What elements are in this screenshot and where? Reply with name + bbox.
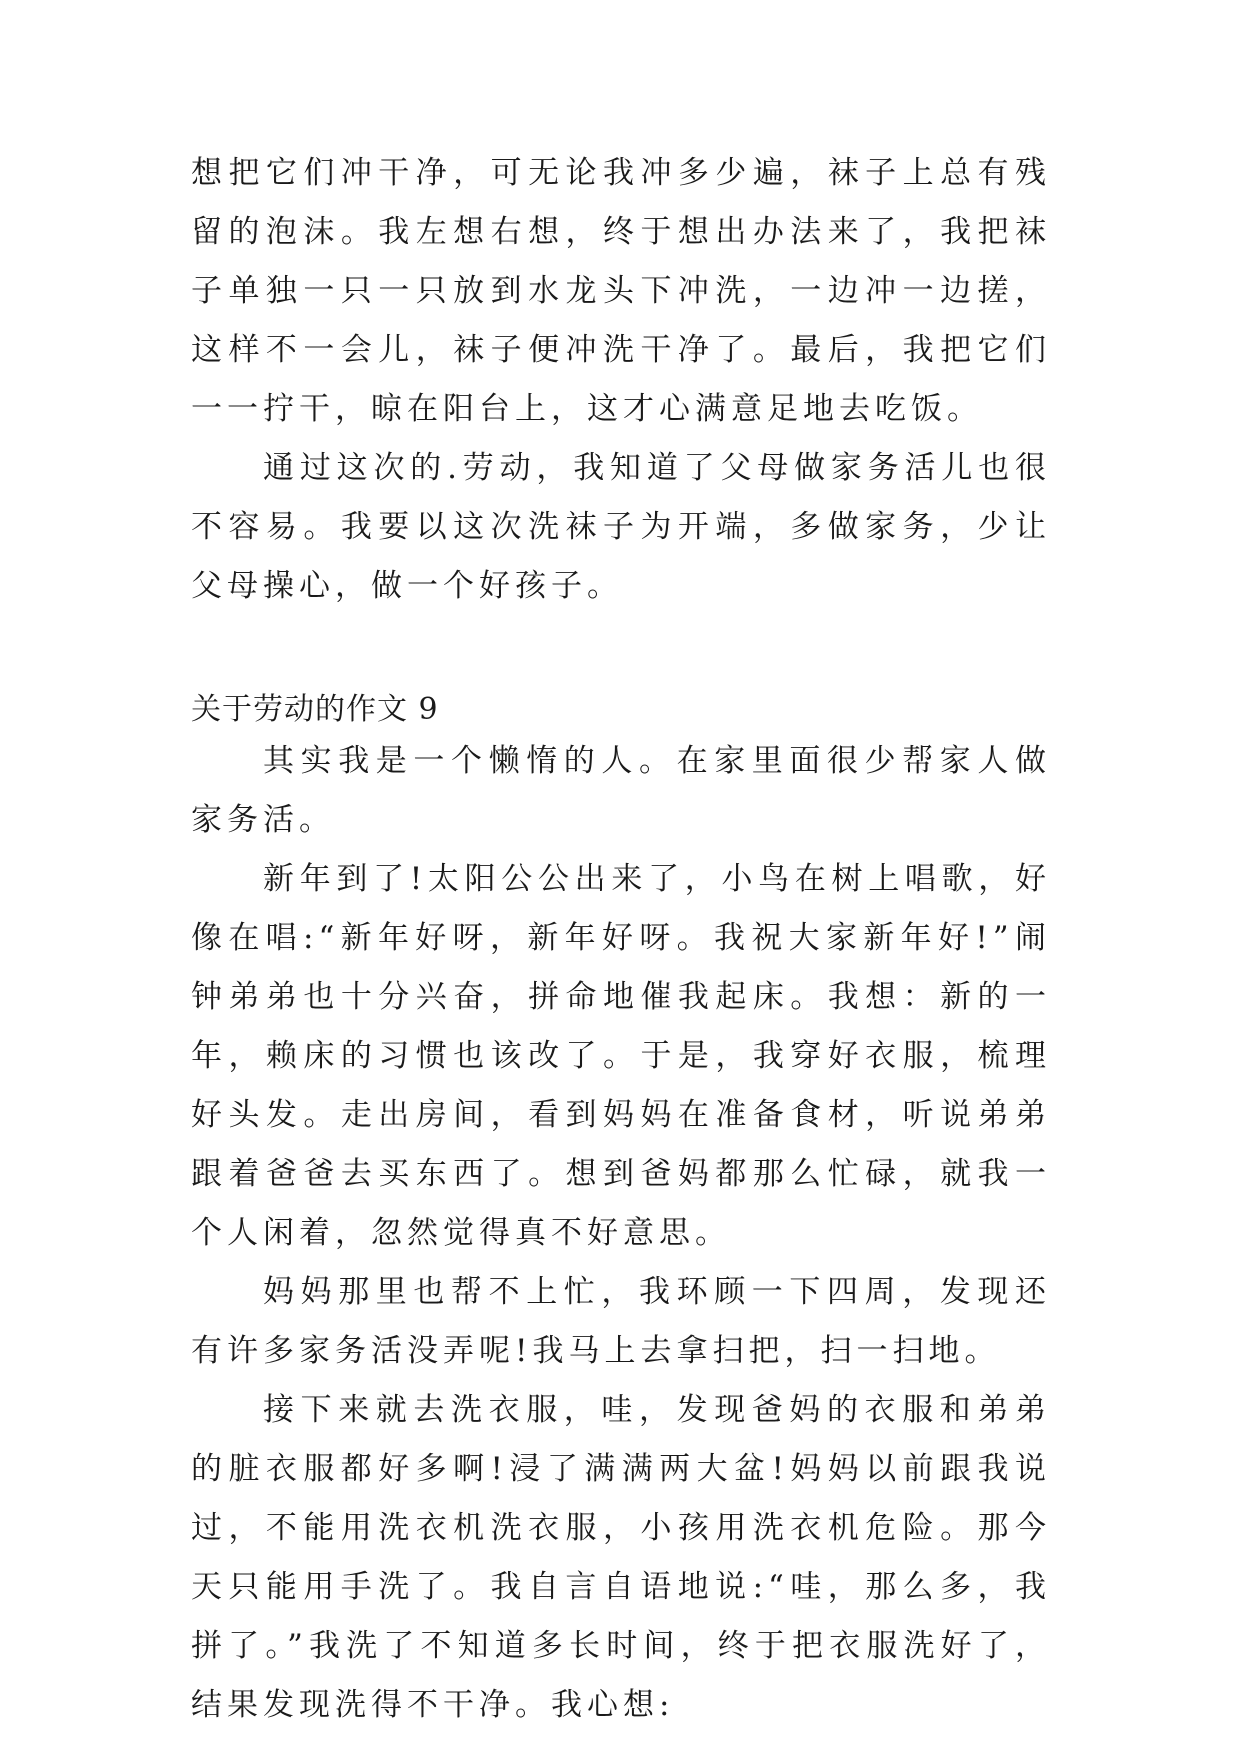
paragraph-laundry: 接下来就去洗衣服，哇，发现爸妈的衣服和弟弟的脏衣服都好多啊!浸了满满两大盆!妈妈以前跟我说过，不能用洗衣机洗衣服，小孩用洗衣机危险。那今天只能用手洗了。我自言自语地说:“哇，那么多，我拼了。”我洗了不知道多长时间，终于把衣服洗好了，结果发现洗得不干净。我心想: — [191, 1392, 1051, 1723]
essay-body — [191, 732, 1051, 1735]
paragraph-intro: 其实我是一个懒惰的人。在家里面很少帮家人做家务活。 — [191, 743, 1051, 838]
paragraph-sweeping: 妈妈那里也帮不上忙，我环顾一下四周，发现还有许多家务活没弄呢!我马上去拿扫把，扫一扫地。 — [191, 1274, 1051, 1369]
paragraph-conclusion: 通过这次的.劳动，我知道了父母做家务活儿也很不容易。我要以这次洗袜子为开端，多做家务，少让父母操心，做一个好孩子。 — [191, 450, 1051, 604]
essay-title: 关于劳动的作文 9 — [191, 692, 439, 727]
essay-continuation — [191, 144, 1051, 616]
paragraph-socks-rinsing: 想把它们冲干净，可无论我冲多少遍，袜子上总有残留的泡沫。我左想右想，终于想出办法来了，我把袜子单独一只一只放到水龙头下冲洗，一边冲一边搓，这样不一会儿，袜子便冲洗干净了。最后，我把它们一一拧干，晾在阳台上，这才心满意足地去吃饭。 — [191, 155, 1051, 427]
paragraph-new-year: 新年到了!太阳公公出来了，小鸟在树上唱歌，好像在唱:“新年好呀，新年好呀。我祝大家新年好!”闹钟弟弟也十分兴奋，拼命地催我起床。我想：新的一年，赖床的习惯也该改了。于是，我穿好衣服，梳理好头发。走出房间，看到妈妈在准备食材，听说弟弟跟着爸爸去买东西了。想到爸妈都那么忙碌，就我一个人闲着，忽然觉得真不好意思。 — [191, 861, 1051, 1251]
